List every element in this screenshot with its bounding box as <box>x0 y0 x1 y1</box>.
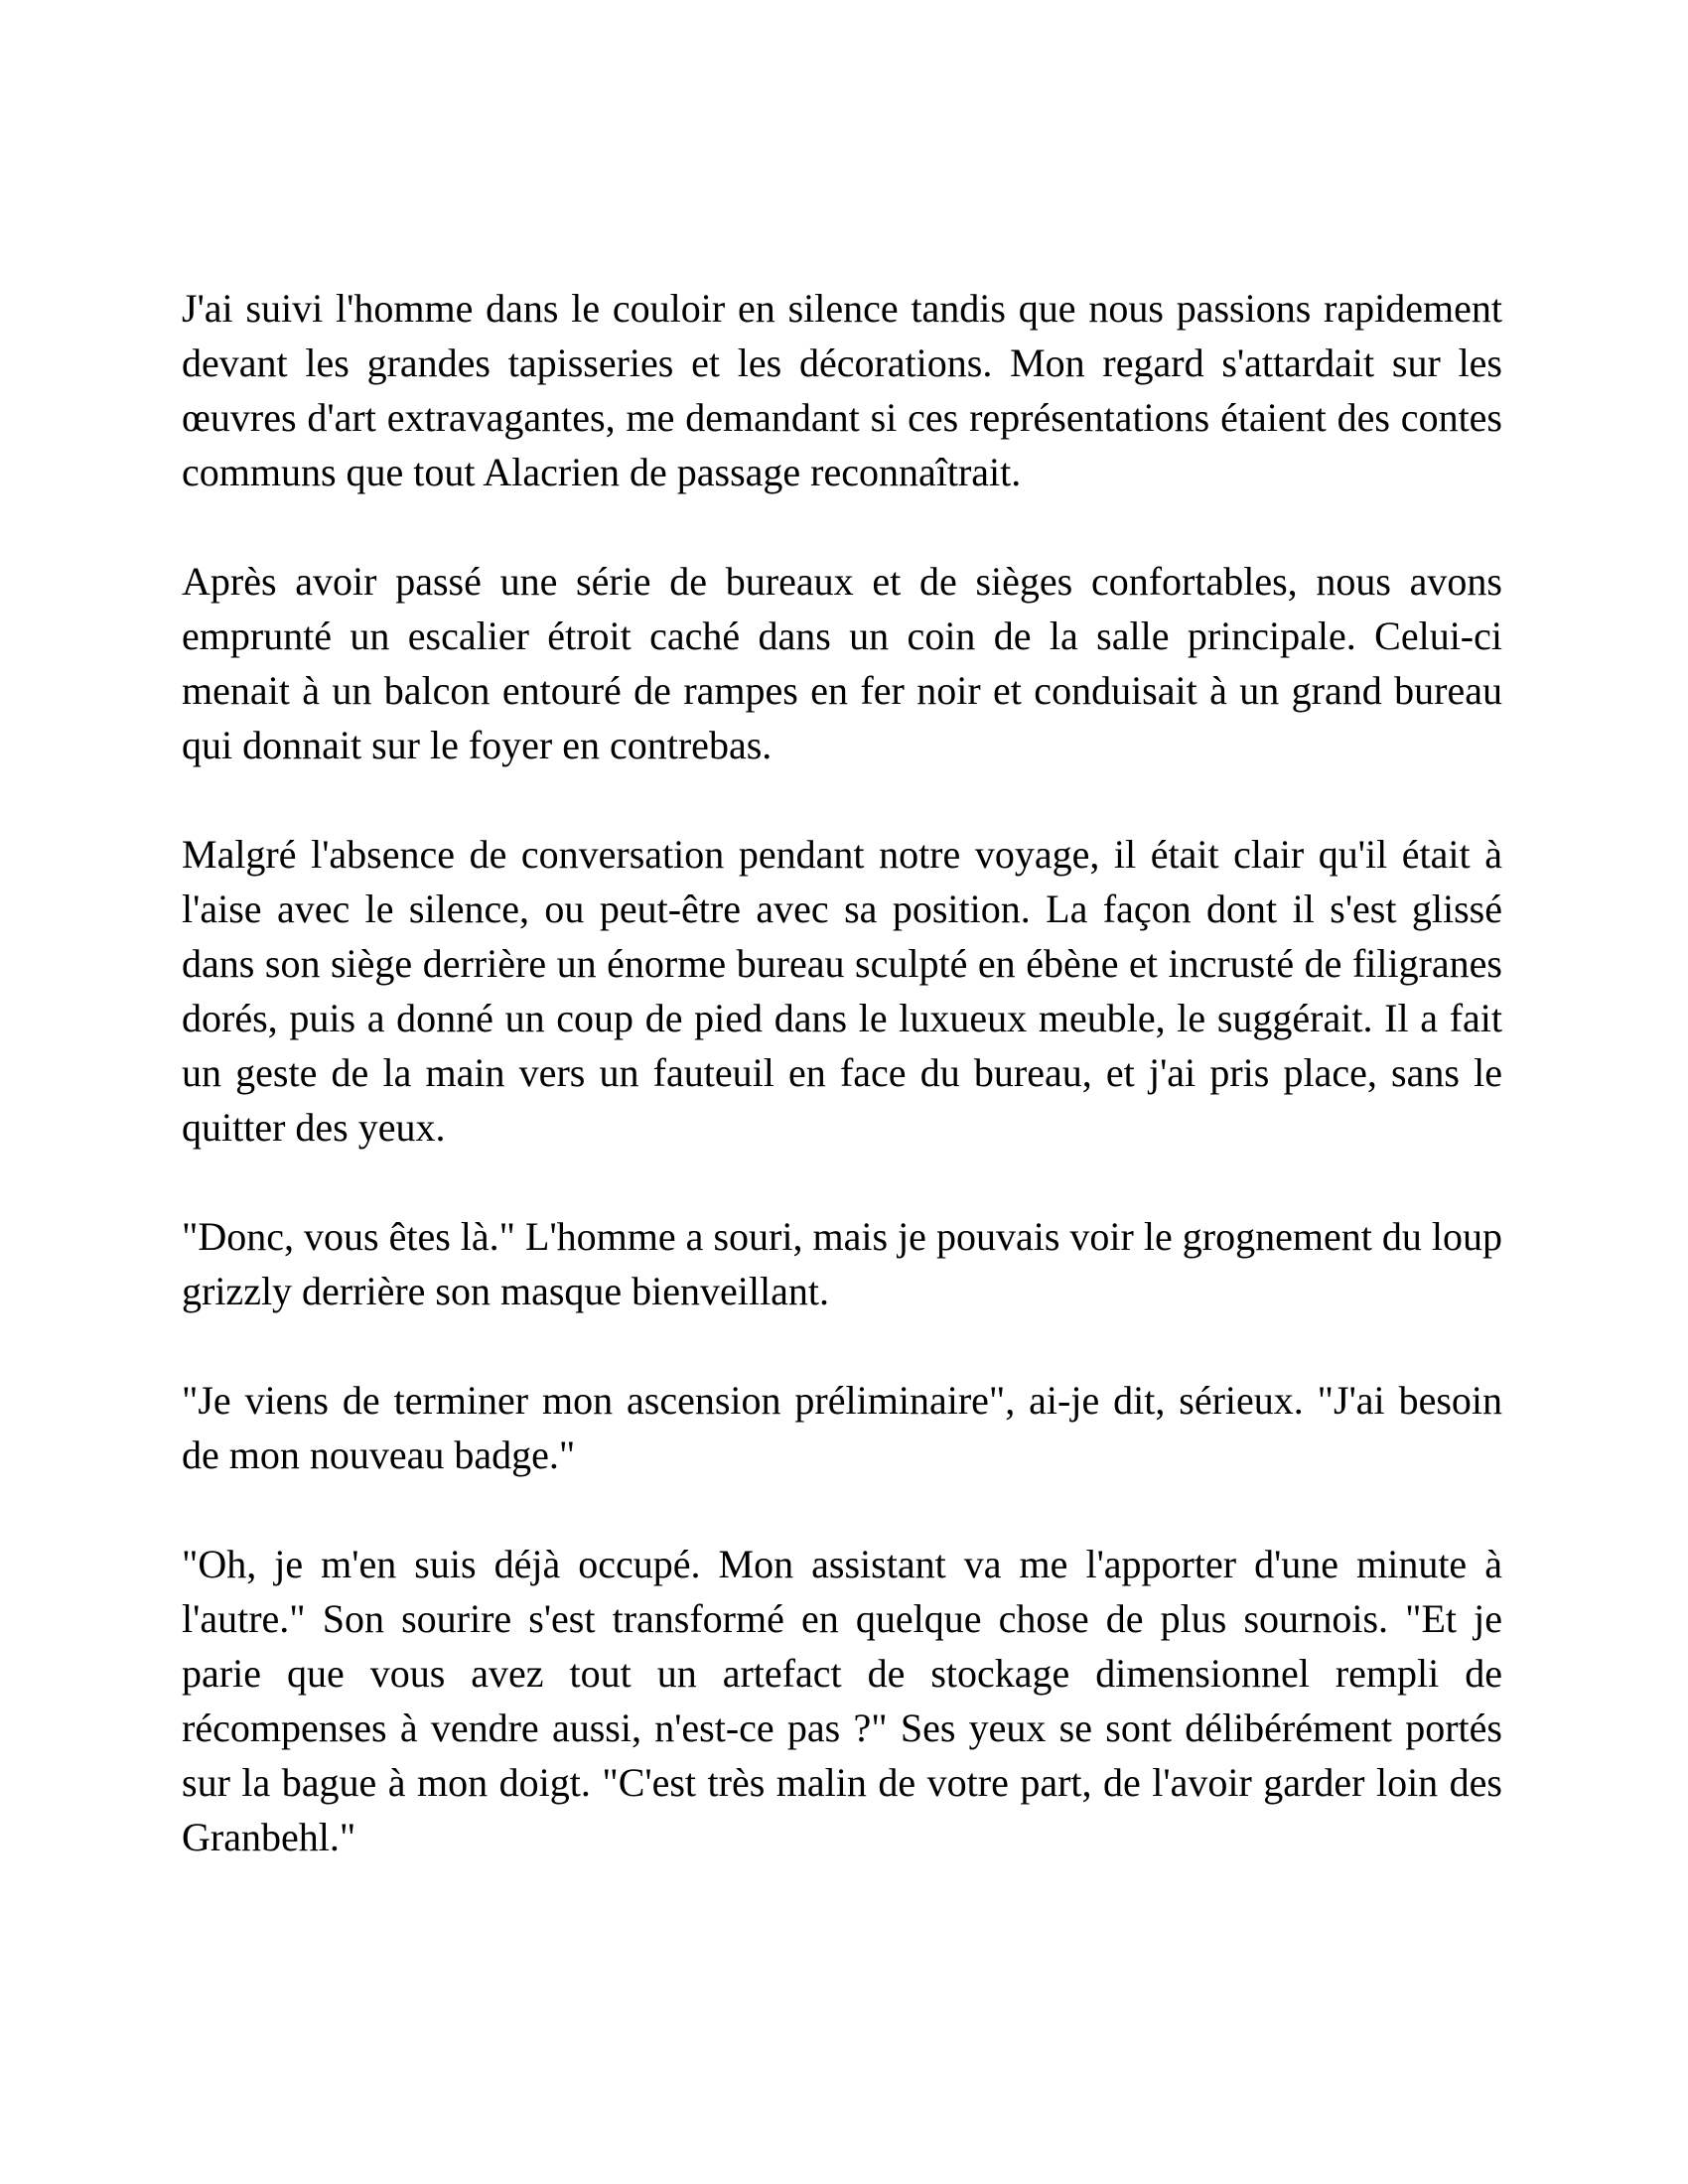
paragraph-6: "Oh, je m'en suis déjà occupé. Mon assistant va me l'apporter d'une minute à l'autre." Son sourire s'est transformé en quelque chose de plus sournois. "Et je parie que vous avez tout un artefact de stockage dimensionnel rempli de récompenses à vendre aussi, n'est-ce pas ?" Ses yeux se sont délibérément portés sur la bague à mon doigt. "C'est très malin de votre part, de l'avoir garder loin des Granbehl." <box>182 1542 1502 1859</box>
paragraph-3: Malgré l'absence de conversation pendant notre voyage, il était clair qu'il était à l'aise avec le silence, ou peut-être avec sa position. La façon dont il s'est glissé dans son siège derrière un énorme bureau sculpté en ébène et incrusté de filigranes dorés, puis a donné un coup de pied dans le luxueux meuble, le suggérait. Il a fait un geste de la main vers un fauteuil en face du bureau, et j'ai pris place, sans le quitter des yeux. <box>182 832 1502 1150</box>
paragraph-1: J'ai suivi l'homme dans le couloir en silence tandis que nous passions rapidement devant les grandes tapisseries et les décorations. Mon regard s'attardait sur les œuvres d'art extravagantes, me demandant si ces représentations étaient des contes communs que tout Alacrien de passage reconnaîtrait. <box>182 286 1502 494</box>
paragraph-2: Après avoir passé une série de bureaux et de sièges confortables, nous avons emprunté un escalier étroit caché dans un coin de la salle principale. Celui-ci menait à un balcon entouré de rampes en fer noir et conduisait à un grand bureau qui donnait sur le foyer en contrebas. <box>182 559 1502 767</box>
paragraph-4: "Donc, vous êtes là." L'homme a souri, mais je pouvais voir le grognement du loup grizzly derrière son masque bienveillant. <box>182 1214 1502 1313</box>
document-body <box>182 281 1502 1864</box>
paragraph-5: "Je viens de terminer mon ascension préliminaire", ai-je dit, sérieux. "J'ai besoin de mon nouveau badge." <box>182 1378 1502 1477</box>
